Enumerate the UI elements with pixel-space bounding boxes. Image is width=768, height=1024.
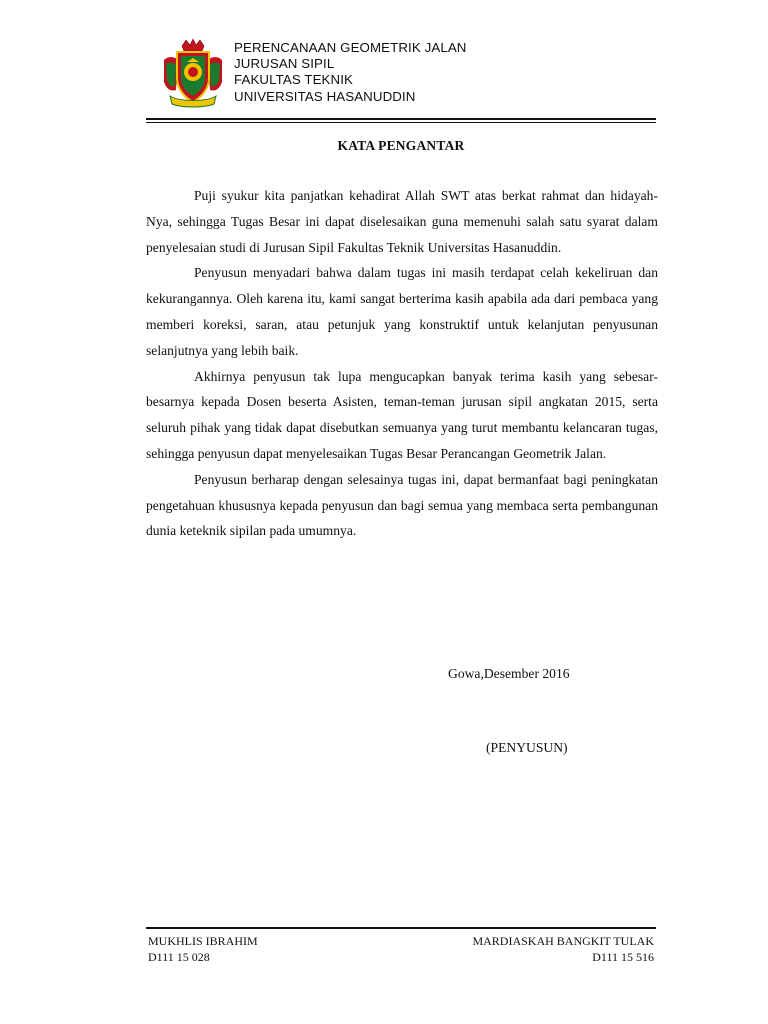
- author-name: MARDIASKAH BANGKIT TULAK: [472, 934, 654, 948]
- footer-divider: [146, 927, 656, 929]
- place-date: Gowa,Desember 2016: [448, 666, 570, 681]
- paragraph: Penyusun berharap dengan selesainya tugas ini, dapat bermanfaat bagi peningkatan pengetahuan khususnya kepada penyusun dan bagi semua yang membaca serta pembangunan dunia keteknik sipilan pada umumnya.: [146, 471, 658, 539]
- university-crest-icon: [160, 38, 226, 108]
- author-id: D111 15 516: [592, 950, 654, 964]
- paragraph: Penyusun menyadari bahwa dalam tugas ini masih terdapat celah kekeliruan dan kekurangannya. Oleh karena itu, kami sangat berterima kasih apabila ada dari pembaca yang memberi koreksi, saran, atau petunjuk yang konstruktif untuk kelanjutan penyusunan selanjutnya yang lebih baik.: [146, 265, 658, 358]
- document-body: [146, 183, 658, 544]
- header-line-course: PERENCANAAN GEOMETRIK JALAN: [234, 40, 467, 55]
- paragraph: Puji syukur kita panjatkan kehadirat Allah SWT atas berkat rahmat dan hidayah-Nya, sehingga Tugas Besar ini dapat diselesaikan guna memenuhi salah satu syarat dalam penyelesaian studi di Jurusan Sipil Fakultas Teknik Universitas Hasanuddin.: [146, 188, 658, 255]
- header-line-faculty: FAKULTAS TEKNIK: [234, 72, 353, 88]
- header-line-university: UNIVERSITAS HASANUDDIN: [234, 88, 416, 104]
- signer-label: (PENYUSUN): [486, 740, 568, 755]
- document-header: [234, 40, 467, 105]
- paragraph: Akhirnya penyusun tak lupa mengucapkan banyak terima kasih yang sebesar-besarnya kepada Dosen beserta Asisten, teman-teman jurusan sipil angkatan 2015, serta seluruh pihak yang tidak dapat disebutkan semuanya yang turut membantu kelancaran tugas, sehingga penyusun dapat menyelesaikan Tugas Besar Perancangan Geometrik Jalan.: [146, 368, 658, 461]
- author-name: MUKHLIS IBRAHIM: [148, 934, 258, 948]
- footer-author-left: [148, 933, 258, 965]
- header-divider-thick: [146, 118, 656, 120]
- author-id: D111 15 028: [148, 950, 210, 964]
- header-line-department: JURUSAN SIPIL: [234, 56, 335, 72]
- page-title: KATA PENGANTAR: [337, 138, 465, 153]
- footer-author-right: [472, 933, 654, 965]
- header-divider-thin: [146, 122, 656, 123]
